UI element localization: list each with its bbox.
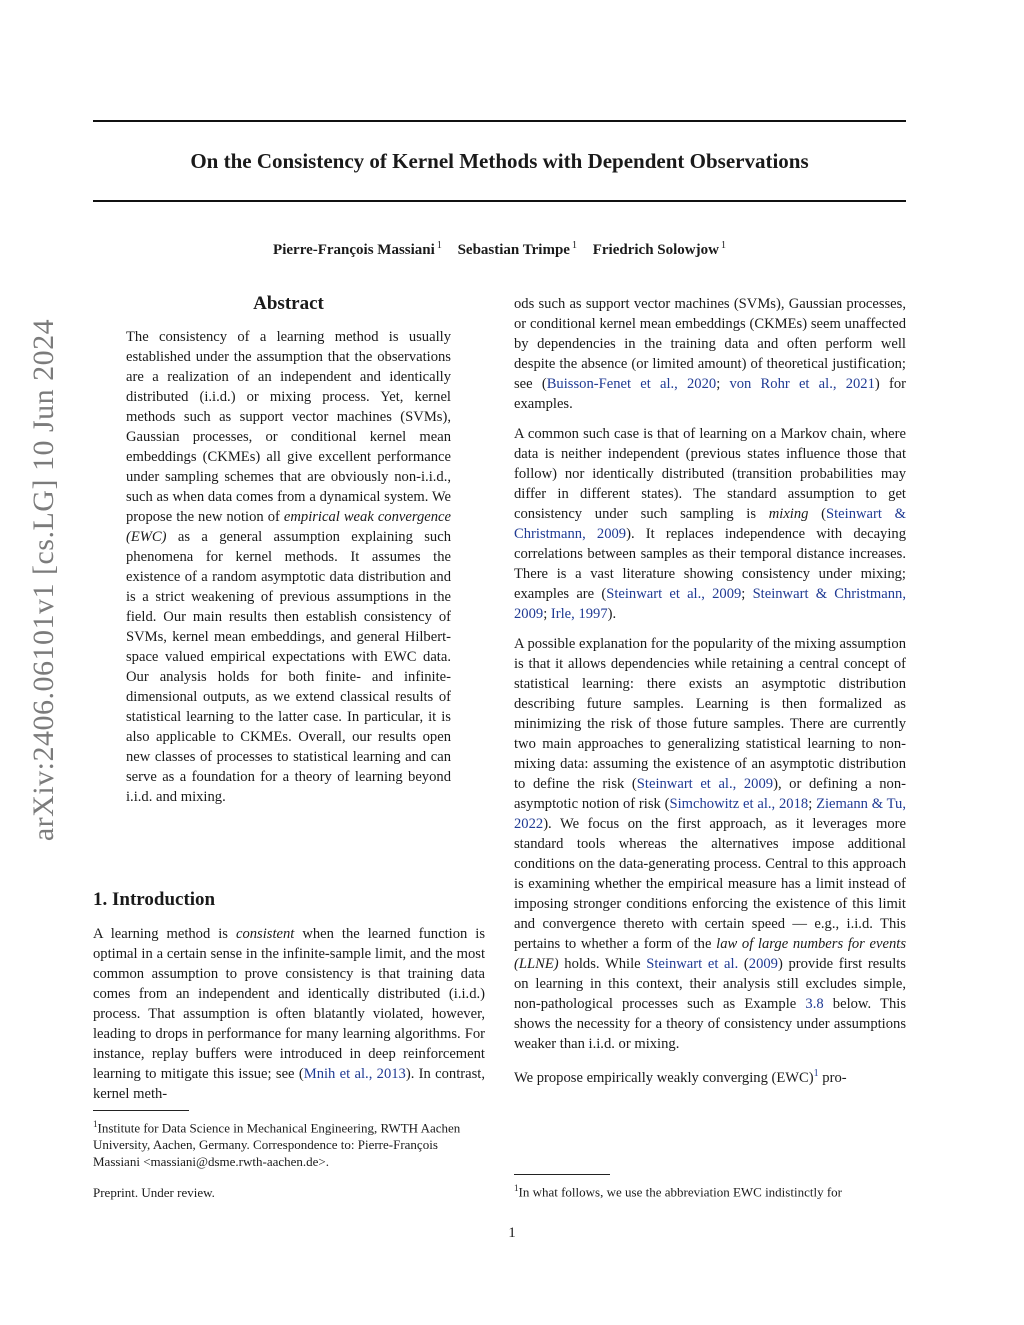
- title-rule-top: [93, 120, 906, 122]
- right-paragraph-3: [514, 634, 906, 1054]
- p2-text-4: ;: [741, 586, 753, 602]
- citation-link[interactable]: Steinwart et al., 2009: [636, 776, 774, 792]
- citation-link[interactable]: Irle, 1997: [550, 606, 608, 622]
- citation-link[interactable]: Steinwart et al., 2009: [606, 586, 742, 602]
- p2-text-5: ;: [543, 606, 551, 622]
- intro-text-2: when the learned function is optimal in a certain sense in the infinite-sample limit, and the most common assumption to prove consistency is that training data comes from an independent and identically distributed (i.i.d.) process. That assumption is often blatantly violated, however, leading to drops in performance for many learning algorithms. For instance, replay buffers were introduced in deep reinforcement learning to mitigate this issue; see (: [93, 926, 485, 1082]
- author-3-affil: 1: [720, 240, 726, 251]
- footnote-rule-left: [93, 1110, 189, 1111]
- right-paragraph-1: [514, 294, 906, 414]
- p2-text-2: (: [808, 506, 827, 522]
- p1-text-1: ods such as support vector machines (SVMs), Gaussian processes, or conditional kernel mean embeddings (CKMEs) seem unaffected by dependencies in the training data and often perform well despite the absence (or limited amount) of theoretical justification; see (: [514, 296, 906, 392]
- author-list: [93, 236, 906, 260]
- p3-text-7: ) provide first results on learning in this context, their analysis still excludes simple, non-pathological processes such as Example: [514, 956, 906, 1012]
- p3-text-8: below. This shows the necessity for a theory of consistency under assumptions weaker than i.i.d. or mixing.: [514, 996, 907, 1052]
- ewc-footnote: [514, 1180, 906, 1200]
- author-3-name: Friedrich Solowjow: [592, 242, 719, 258]
- p2-text-3: ). It replaces independence with decaying correlations between samples as their temporal distance increases. There is a vast literature showing consistency under mixing; examples are (: [514, 526, 906, 602]
- p3-text-5: holds. While: [558, 956, 647, 972]
- right-paragraph-4: [514, 1064, 906, 1088]
- arxiv-stamp: arXiv:2406.06101v1 [cs.LG] 10 Jun 2024: [27, 318, 60, 842]
- p1-text-3: ) for examples.: [514, 376, 906, 412]
- footnote-text: Institute for Data Science in Mechanical Engineering, RWTH Aachen University, Aachen, Germany. Correspondence to: Pierre-François Massiani <massiani@dsme.rwth-aachen.de>.: [93, 1120, 461, 1170]
- intro-text-1: A learning method is: [93, 926, 236, 942]
- footnote-marker: 1: [514, 1183, 519, 1193]
- p3-text-4: ). We focus on the first approach, as it leverages more standard tools whereas the alternatives impose additional conditions on the data-generating process. Central to this approach is examining whether the empirical measure has a limit instead of imposing stronger conditions enforcing the existence of this limit and convergence thereto with certain speed — e.g., i.i.d. This pertains to whether a form of the: [514, 816, 906, 952]
- citation-link[interactable]: Buisson-Fenet et al., 2020: [546, 376, 717, 392]
- p3-text-2: ), or defining a non-asymptotic notion of risk (: [514, 776, 906, 812]
- citation-link[interactable]: Ziemann & Tu, 2022: [514, 796, 907, 832]
- p4-text-1: We propose empirically weakly converging (EWC): [514, 1069, 814, 1086]
- intro-text-3: ). In contrast, kernel meth-: [93, 1066, 486, 1102]
- p3-text-1: A possible explanation for the popularity of the mixing assumption is that it allows dependencies while retaining a central concept of statistical learning: there exists an asymptotic distribution describing future samples. Learning is then formalized as minimizing the risk of those future samples. There are currently two main approaches to generalizing statistical learning to non-mixing data: assuming the existence of an asymptotic distribution to define the risk (: [514, 636, 906, 792]
- preprint-note: Preprint. Under review.: [93, 1185, 215, 1200]
- p3-emphasis: law of large numbers for events (LLNE): [514, 936, 906, 972]
- citation-link[interactable]: Mnih et al., 2013: [303, 1066, 406, 1082]
- abstract-text: [126, 327, 451, 807]
- p2-emphasis: mixing: [768, 506, 809, 522]
- p3-text-6: (: [738, 956, 749, 972]
- page-number: 1: [508, 1225, 516, 1241]
- citation-link[interactable]: von Rohr et al., 2021: [729, 376, 875, 392]
- p4-text-2: pro-: [818, 1069, 847, 1086]
- p3-text-3: ;: [808, 796, 817, 812]
- right-column: [514, 294, 906, 1098]
- citation-link[interactable]: Simchowitz et al., 2018: [669, 796, 809, 812]
- abstract-heading: Abstract: [253, 293, 324, 314]
- footnote-text: In what follows, we use the abbreviation EWC indistinctly for: [518, 1184, 842, 1200]
- intro-paragraph: [93, 924, 485, 1104]
- abstract-emphasis: empirical weak convergence (EWC): [126, 509, 452, 545]
- affiliation-footnote: [93, 1116, 485, 1170]
- abstract-text-2: as a general assumption explaining such phenomena for kernel methods. It assumes the existence of a random asymptotic data distribution and is a strict weakening of previous assumptions in the field. Our main results then establish consistency of SVMs, kernel mean embeddings, and general Hilbert-space valued empirical expectations with EWC data. Our analysis holds for both finite- and infinite-dimensional outputs, as we extend classical results of statistical learning to the latter case. In particular, it is also applicable to CKMEs. Overall, our results open new classes of processes to statistical learning and can serve as a foundation for a theory of learning beyond i.i.d. and mixing.: [126, 529, 451, 805]
- intro-heading: 1. Introduction: [93, 889, 216, 910]
- footnote-rule-right: [514, 1174, 610, 1175]
- title-rule-bottom: [93, 200, 906, 202]
- citation-link[interactable]: Steinwart et al.: [646, 956, 739, 972]
- citation-link[interactable]: Steinwart & Christmann, 2009: [514, 586, 906, 622]
- paper-title: On the Consistency of Kernel Methods with Dependent Observations: [190, 149, 809, 173]
- right-paragraph-2: [514, 424, 906, 624]
- author-1-affil: 1: [436, 240, 442, 251]
- p1-text-2: ;: [716, 376, 730, 392]
- p2-text-6: ).: [607, 606, 617, 622]
- p2-text-1: A common such case is that of learning on a Markov chain, where data is neither independent (previous states influence those that follow) nor identically distributed (transition probabilities may differ in different states). The standard assumption to get consistency under such sampling is: [514, 426, 906, 522]
- author-1: [273, 242, 442, 258]
- footnote-marker: 1: [93, 1119, 98, 1129]
- author-2: [458, 242, 577, 258]
- author-1-name: Pierre-François Massiani: [273, 242, 435, 258]
- author-2-name: Sebastian Trimpe: [457, 242, 570, 258]
- cross-reference-link[interactable]: 3.8: [805, 996, 824, 1012]
- author-3: [593, 242, 726, 258]
- intro-emphasis: consistent: [235, 926, 295, 942]
- abstract-text-1: The consistency of a learning method is usually established under the assumption that the observations are a realization of an independent and identically distributed (i.i.d.) or mixing process. Yet, kernel methods such as support vector machines (SVMs), Gaussian processes, or conditional kernel mean embeddings (CKMEs) all give excellent performance under sampling schemes that are obviously non-i.i.d., such as when data comes from a dynamical system. We propose the new notion of: [126, 329, 451, 525]
- citation-link[interactable]: Steinwart & Christmann, 2009: [514, 506, 906, 542]
- author-2-affil: 1: [571, 240, 577, 251]
- citation-link[interactable]: 2009: [748, 956, 778, 972]
- footnote-ref-link[interactable]: 1: [813, 1068, 819, 1079]
